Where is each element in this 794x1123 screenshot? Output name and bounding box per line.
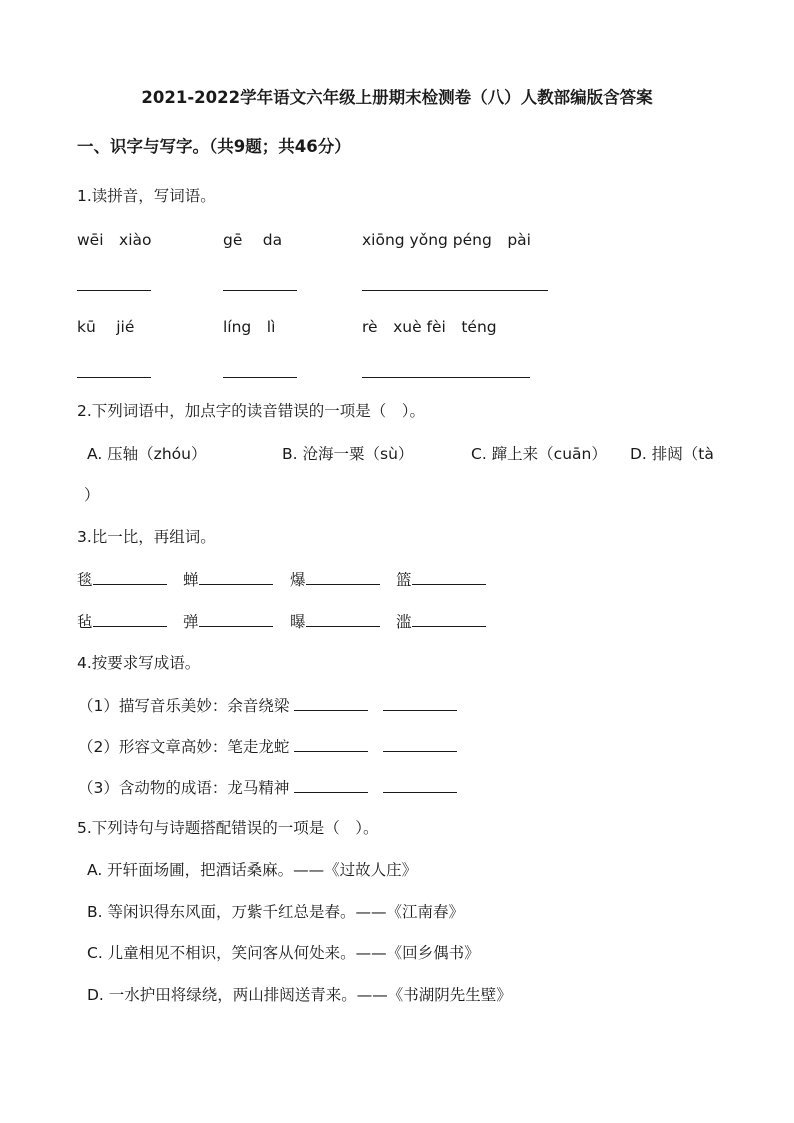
answer-blank[interactable] [199,568,273,585]
answer-blank[interactable] [223,377,297,378]
pinyin-1-2: gē da [223,231,283,249]
answer-blank[interactable] [412,610,486,627]
question-4-stem: 4.按要求写成语。 [77,654,201,672]
option-c[interactable]: C. 儿童相见不相识，笑问客从何处来。——《回乡偶书》 [87,944,480,962]
idiom-item-3 [78,776,457,799]
compare-row-2 [77,610,167,633]
compare-item [396,610,486,633]
char: 毯 [77,571,93,589]
compare-item [183,568,273,591]
idiom-item-1 [78,694,457,717]
compare-item [183,610,273,633]
answer-blank[interactable] [383,694,457,711]
question-3-stem: 3.比一比，再组词。 [77,528,216,546]
question-1-stem: 1.读拼音，写词语。 [77,187,216,205]
answer-blank[interactable] [412,568,486,585]
option-d[interactable]: D. 一水护田将绿绕，两山排闼送青来。——《书湖阴先生壁》 [87,986,512,1004]
char: 曝 [290,613,306,631]
pinyin-1-3: xiōng yǒng péng pài [362,231,531,249]
char: 滥 [396,613,412,631]
answer-blank[interactable] [223,290,297,291]
char: 毡 [77,613,93,631]
option-c[interactable]: C. 蹿上来（cuān） [471,445,607,463]
idiom-prompt: （3）含动物的成语：龙马精神 [78,779,290,797]
option-b[interactable]: B. 等闲识得东风面，万紫千红总是春。——《江南春》 [87,903,464,921]
pinyin-2-3: rè xuè fèi téng [362,318,497,336]
char: 弹 [183,613,199,631]
char: 蝉 [183,571,199,589]
answer-blank[interactable] [306,610,380,627]
idiom-prompt: （2）形容文章高妙：笔走龙蛇 [78,738,290,756]
option-b[interactable]: B. 沧海一粟（sù） [282,445,414,463]
pinyin-2-1: kū jié [77,318,135,336]
answer-blank[interactable] [294,776,368,793]
idiom-item-2 [78,735,457,758]
idiom-prompt: （1）描写音乐美妙：余音绕梁 [78,697,290,715]
compare-item [290,610,380,633]
answer-blank[interactable] [306,568,380,585]
char: 爆 [290,571,306,589]
answer-blank[interactable] [93,610,167,627]
answer-blank[interactable] [77,377,151,378]
char: 篮 [396,571,412,589]
answer-blank[interactable] [294,735,368,752]
section-heading: 一、识字与写字。（共9题；共46分） [77,137,351,156]
question-2-stem: 2.下列词语中，加点字的读音错误的一项是（ ）。 [77,402,426,420]
answer-blank[interactable] [383,776,457,793]
answer-blank[interactable] [93,568,167,585]
answer-blank[interactable] [199,610,273,627]
page-title: 2021-2022学年语文六年级上册期末检测卷（八）人教部编版含答案 [141,88,653,107]
option-d[interactable]: D. 排闼（tà [630,445,714,463]
pinyin-2-2: líng lì [223,318,276,336]
option-d-tail: ） [84,486,100,504]
pinyin-1-1: wēi xiào [77,231,152,249]
answer-blank[interactable] [383,735,457,752]
answer-blank[interactable] [362,377,530,378]
compare-item [290,568,380,591]
compare-row-1 [77,568,167,591]
compare-item [396,568,486,591]
option-a[interactable]: A. 开轩面场圃，把酒话桑麻。——《过故人庄》 [87,861,418,879]
answer-blank[interactable] [362,290,548,291]
answer-blank[interactable] [77,290,151,291]
question-5-stem: 5.下列诗句与诗题搭配错误的一项是（ ）。 [77,819,379,837]
answer-blank[interactable] [294,694,368,711]
option-a[interactable]: A. 压轴（zhóu） [87,445,207,463]
